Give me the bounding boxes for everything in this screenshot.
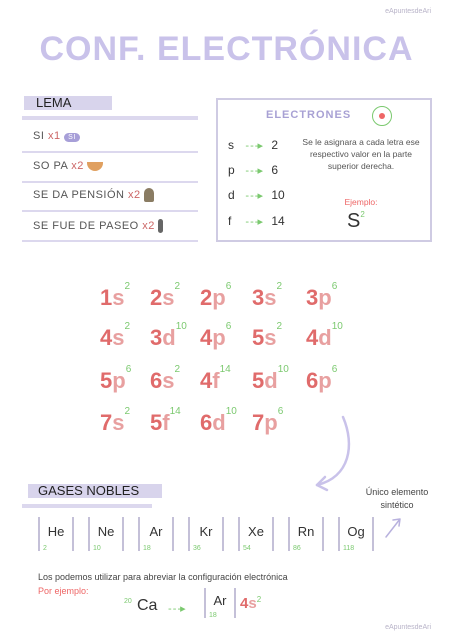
noble-gas-4 bbox=[238, 517, 274, 551]
orbital-letter: d bbox=[264, 368, 278, 393]
orbital-level: 7 bbox=[252, 410, 265, 435]
orbital-level: 7 bbox=[100, 410, 113, 435]
lema-row-1 bbox=[33, 130, 80, 142]
gas-symbol: Ne bbox=[97, 524, 115, 539]
gas-symbol: Xe bbox=[248, 524, 264, 539]
orbital-term bbox=[252, 406, 284, 436]
lema-divider bbox=[22, 181, 198, 183]
orbital-term bbox=[200, 364, 231, 394]
gas-atomic-number: 36 bbox=[193, 545, 201, 552]
arrow-icon: - - -▸ bbox=[245, 165, 262, 177]
orbital-letter: p bbox=[112, 368, 126, 393]
orbital-term bbox=[100, 281, 131, 311]
orbital-letter: f bbox=[228, 214, 232, 228]
synthetic-note: Único elemento sintético bbox=[365, 487, 429, 510]
orbital-letter: s bbox=[112, 325, 125, 350]
electron-row-d bbox=[228, 188, 285, 202]
orbital-term bbox=[306, 281, 338, 311]
orbital-electrons: 6 bbox=[225, 321, 232, 332]
example-rest-l: s bbox=[248, 595, 257, 612]
example-rest-n: 4 bbox=[240, 595, 249, 612]
lema-row-multiplier: x1 bbox=[47, 130, 61, 142]
curved-arrow-icon bbox=[305, 415, 365, 495]
elderly-person-icon bbox=[144, 188, 154, 202]
orbital-term bbox=[306, 364, 338, 394]
gas-symbol: Kr bbox=[199, 524, 213, 539]
orbital-letter: s bbox=[264, 325, 277, 350]
orbital-letter: p bbox=[212, 285, 226, 310]
orbital-electrons: 10 bbox=[175, 321, 187, 332]
orbital-electrons: 2 bbox=[124, 321, 131, 332]
orbital-letter: f bbox=[212, 368, 220, 393]
orbital-level: 3 bbox=[150, 325, 163, 350]
example-gas-symbol: Ar bbox=[213, 593, 227, 608]
noble-gas-0 bbox=[38, 517, 74, 551]
orbital-letter: p bbox=[318, 285, 332, 310]
orbital-level: 4 bbox=[200, 368, 213, 393]
orbital-level: 5 bbox=[150, 410, 163, 435]
orbital-level: 3 bbox=[306, 285, 319, 310]
orbital-letter: s bbox=[112, 410, 125, 435]
orbital-term bbox=[252, 281, 283, 311]
orbital-level: 6 bbox=[200, 410, 213, 435]
watermark-top: eApuntesdeAri bbox=[385, 8, 431, 15]
orbital-term bbox=[150, 364, 181, 394]
atom-icon bbox=[372, 106, 392, 126]
example-rest-e: 2 bbox=[256, 595, 262, 604]
electron-row-s bbox=[228, 138, 278, 152]
orbital-electrons: 6 bbox=[331, 281, 338, 292]
noble-gas-6 bbox=[338, 517, 374, 551]
example-gas-box bbox=[204, 588, 236, 618]
arrow-icon: - - -▸ bbox=[245, 190, 262, 202]
orbital-electrons: 14 bbox=[169, 406, 181, 417]
soup-bowl-icon bbox=[87, 162, 103, 171]
electron-count: 2 bbox=[271, 138, 278, 152]
orbital-letter: d bbox=[228, 188, 235, 202]
page-title: CONF. ELECTRÓNICA bbox=[39, 30, 414, 68]
orbital-letter: p bbox=[318, 368, 332, 393]
orbital-letter: d bbox=[212, 410, 226, 435]
gases-example-label: Por ejemplo: bbox=[38, 586, 89, 596]
orbital-letter: s bbox=[162, 368, 175, 393]
orbital-level: 4 bbox=[100, 325, 113, 350]
gas-symbol: Rn bbox=[297, 524, 315, 539]
gas-atomic-number: 2 bbox=[43, 545, 47, 552]
lema-divider bbox=[22, 210, 198, 212]
orbital-letter: p bbox=[212, 325, 226, 350]
gas-atomic-number: 18 bbox=[143, 545, 151, 552]
orbital-term bbox=[200, 281, 232, 311]
orbital-term bbox=[100, 406, 131, 436]
electron-row-p bbox=[228, 163, 278, 177]
orbital-letter: p bbox=[228, 163, 235, 177]
orbital-level: 6 bbox=[150, 368, 163, 393]
orbital-level: 5 bbox=[100, 368, 113, 393]
example-superscript: 2 bbox=[360, 210, 365, 219]
gas-atomic-number: 10 bbox=[93, 545, 101, 552]
example-symbol bbox=[347, 210, 365, 233]
orbital-letter: s bbox=[162, 285, 175, 310]
lema-row-4 bbox=[33, 219, 163, 233]
orbital-electrons: 10 bbox=[277, 364, 289, 375]
walking-person-icon bbox=[158, 219, 163, 233]
example-element: Ca bbox=[137, 597, 158, 614]
orbital-electrons: 14 bbox=[219, 364, 231, 375]
gas-atomic-number: 54 bbox=[243, 545, 251, 552]
orbital-term bbox=[150, 321, 187, 351]
orbital-electrons: 10 bbox=[331, 321, 343, 332]
lema-row-3 bbox=[33, 188, 154, 202]
example-rest bbox=[240, 595, 261, 612]
orbital-electrons: 2 bbox=[276, 281, 283, 292]
orbital-term bbox=[252, 364, 289, 394]
arrow-icon: - - -▸ bbox=[245, 216, 262, 228]
gas-atomic-number: 86 bbox=[293, 545, 301, 552]
electron-count: 10 bbox=[271, 188, 285, 202]
example-atomic-number: 20 bbox=[124, 598, 132, 605]
lema-row-text: SE DA PENSIÓN bbox=[33, 188, 125, 201]
electron-count: 14 bbox=[271, 214, 285, 228]
orbital-level: 3 bbox=[252, 285, 265, 310]
lema-row-text: SO PA bbox=[33, 160, 68, 172]
gas-symbol: He bbox=[47, 524, 65, 539]
noble-gas-5 bbox=[288, 517, 324, 551]
orbital-electrons: 6 bbox=[277, 406, 284, 417]
lema-row-multiplier: x2 bbox=[142, 219, 155, 232]
orbital-electrons: 2 bbox=[174, 281, 181, 292]
orbital-term bbox=[200, 321, 232, 351]
orbital-letter: s bbox=[228, 138, 234, 152]
orbital-level: 5 bbox=[252, 368, 265, 393]
orbital-level: 5 bbox=[252, 325, 265, 350]
orbital-term bbox=[252, 321, 283, 351]
lema-divider bbox=[22, 240, 198, 242]
orbital-electrons: 2 bbox=[174, 364, 181, 375]
orbital-term bbox=[306, 321, 343, 351]
orbital-electrons: 10 bbox=[225, 406, 237, 417]
orbital-letter: s bbox=[112, 285, 125, 310]
orbital-level: 6 bbox=[306, 368, 319, 393]
electron-row-f bbox=[228, 214, 285, 228]
orbital-level: 4 bbox=[200, 325, 213, 350]
example-arrow-icon: - - -▸ bbox=[168, 603, 185, 615]
orbital-letter: d bbox=[318, 325, 332, 350]
speech-bubble-icon: SI bbox=[64, 133, 80, 142]
orbital-electrons: 6 bbox=[125, 364, 132, 375]
noble-gas-3 bbox=[188, 517, 224, 551]
lema-divider bbox=[22, 151, 198, 153]
example-label: Ejemplo: bbox=[344, 197, 378, 207]
orbital-level: 1 bbox=[100, 285, 113, 310]
gases-divider bbox=[22, 504, 152, 508]
orbital-level: 4 bbox=[306, 325, 319, 350]
lema-row-text: SI bbox=[33, 130, 45, 142]
gas-symbol: Ar bbox=[149, 524, 163, 539]
electrones-heading: ELECTRONES bbox=[266, 109, 352, 121]
orbital-electrons: 2 bbox=[124, 406, 131, 417]
orbital-letter: d bbox=[162, 325, 176, 350]
noble-gas-2 bbox=[138, 517, 174, 551]
orbital-electrons: 2 bbox=[124, 281, 131, 292]
electrones-description: Se le asignara a cada letra ese respectivo valor en la parte superior derecha. bbox=[302, 137, 420, 171]
orbital-term bbox=[150, 406, 181, 436]
orbital-letter: p bbox=[264, 410, 278, 435]
orbital-term bbox=[150, 281, 181, 311]
lema-divider bbox=[22, 116, 198, 120]
arrow-icon: - - -▸ bbox=[245, 140, 262, 152]
electron-count: 6 bbox=[271, 163, 278, 177]
orbital-level: 2 bbox=[150, 285, 163, 310]
gases-heading: GASES NOBLES bbox=[38, 483, 140, 498]
orbital-term bbox=[200, 406, 237, 436]
gas-atomic-number: 118 bbox=[343, 545, 355, 552]
orbital-term bbox=[100, 364, 132, 394]
orbital-term bbox=[100, 321, 131, 351]
orbital-letter: f bbox=[162, 410, 170, 435]
orbital-letter: s bbox=[264, 285, 277, 310]
orbital-electrons: 6 bbox=[331, 364, 338, 375]
example-gas-number: 18 bbox=[209, 612, 217, 619]
lema-row-multiplier: x2 bbox=[71, 160, 84, 172]
lema-heading: LEMA bbox=[36, 95, 72, 110]
lema-row-multiplier: x2 bbox=[128, 188, 141, 201]
lema-row-text: SE FUE DE PASEO bbox=[33, 219, 139, 232]
orbital-electrons: 2 bbox=[276, 321, 283, 332]
orbital-electrons: 6 bbox=[225, 281, 232, 292]
watermark-bottom: eApuntesdeAri bbox=[385, 624, 431, 631]
orbital-level: 2 bbox=[200, 285, 213, 310]
diagonal-arrow-icon bbox=[384, 515, 404, 539]
example-letter: S bbox=[347, 210, 361, 232]
lema-row-2 bbox=[33, 160, 103, 172]
gas-symbol: Og bbox=[347, 524, 365, 539]
noble-gas-1 bbox=[88, 517, 124, 551]
gases-caption: Los podemos utilizar para abreviar la configuración electrónica bbox=[38, 572, 288, 582]
